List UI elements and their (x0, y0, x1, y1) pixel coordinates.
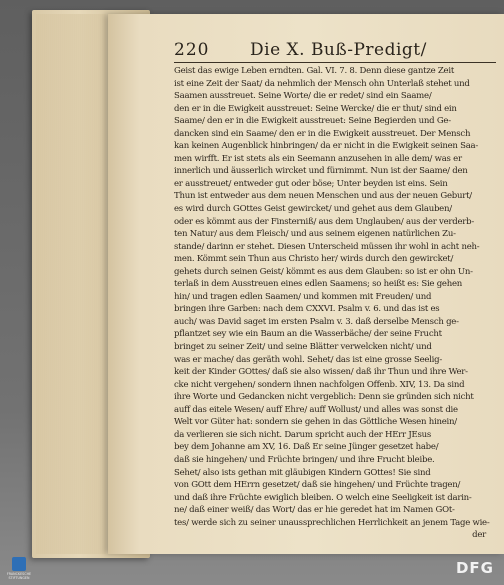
text-line: Saame/ den er in die Ewigkeit ausstreuet: Seine Begierden und Ge- (174, 116, 451, 127)
text-line: und daß ihre Früchte ewiglich bleiben. O welch eine Seeligkeit ist darin- (174, 492, 472, 503)
library-shield-icon (12, 557, 26, 571)
text-line: bey dem Johanne am XV, 16. Daß Er seine Jünger gesetzet habe/ (174, 442, 439, 453)
header-rule (174, 62, 496, 63)
text-line: bringet zu seiner Zeit/ und seine Blätter verwelcken nicht/ und (174, 342, 432, 353)
text-line: men. Kömmt sein Thun aus Christo her/ wirds durch den gewircket/ (174, 254, 454, 265)
text-line: er ausstreuet/ entweder gut oder böse; Unter beyden ist eins. Sein (174, 178, 448, 189)
text-line: hin/ und tragen edlen Saamen/ und kommen mit Freuden/ und (174, 291, 432, 302)
text-line: Thun ist entweder aus dem neuen Menschen und aus der neuen Geburt/ (174, 191, 472, 202)
body-text (174, 65, 496, 542)
text-line: Sehet/ also ists gethan mit gläubigen Kindern GOttes! Sie sind (174, 467, 431, 478)
text-line: tes/ werde sich zu seiner unaussprechlichen Herrlichkeit an jenem Tage wie- (174, 517, 490, 528)
page-edges (36, 14, 106, 554)
text-line: Geist das ewige Leben erndten. Gal. VI. 7. 8. Denn diese gantze Zeit (174, 66, 455, 76)
text-line: ne/ daß einer weiß/ das Wort/ das er hie geredet hat im Namen GOt- (174, 505, 455, 516)
text-line: ihre Worte und Gedancken nicht vergeblich: Denn sie gründen sich nicht (174, 392, 474, 403)
running-title: Die X. Buß-Predigt/ (250, 40, 427, 60)
text-line: Saamen ausstreuet. Seine Worte/ die er redet/ sind ein Saame/ (174, 91, 432, 102)
text-line: stande/ darinn er stehet. Diesen Unterscheid müssen ihr wohl in acht neh- (174, 241, 480, 252)
text-line: gehets durch seinen Geist/ kömmt es aus dem Glauben: so ist er ohn Un- (174, 266, 473, 277)
text-line: keit der Kinder GOttes/ daß sie also wissen/ daß ihr Thun und ihre Wer- (174, 367, 468, 378)
text-line: pflantzet sey wie ein Baum an die Wasserbäche/ der seine Frucht (174, 329, 442, 340)
library-name: FRANCKESCHE STIFTUNGEN (6, 572, 32, 580)
text-line: bringen ihre Garben: nach dem CXXVI. Psalm v. 6. und das ist es (174, 304, 440, 315)
text-line: was er mache/ das geräth wohl. Sehet/ das ist eine grosse Seelig- (174, 354, 443, 365)
text-line: es wird durch GOttes Geist gewircket/ und gehet aus dem Glauben/ (174, 204, 452, 215)
text-line: terlaß in dem Ausstreuen eines edlen Saamens; so heißt es: Sie gehen (174, 279, 463, 290)
text-line: auch/ was David saget im ersten Psalm v. 3. daß derselbe Mensch ge- (174, 316, 459, 327)
text-line: ist eine Zeit der Saat/ da nehmlich der Mensch ohn Unterlaß stehet und (174, 78, 470, 89)
page-header (170, 40, 496, 62)
text-line: ten Natur/ aus dem Fleisch/ und aus seinem eigenen natürlichen Zu- (174, 229, 456, 240)
text-line: men wirfft. Er ist stets als ein Seemann anzusehen in alle dem/ was er (174, 153, 462, 164)
text-line: innerlich und äusserlich wircket und fürnimmt. Nun ist der Saame/ den (174, 166, 468, 177)
text-line: cke nicht vergehen/ sondern ihnen nachfolgen Offenb. XIV, 13. Da sind (174, 379, 465, 390)
page-number: 220 (174, 40, 210, 60)
dfg-watermark: DFG (455, 559, 494, 577)
text-line: Welt vor Güter hat: sondern sie gehen in das Göttliche Wesen hinein/ (174, 417, 457, 428)
text-line: auff das eitele Wesen/ auff Ehre/ auff Wollust/ und alles was sonst die (174, 404, 458, 415)
text-line: daß sie hingehen/ und Früchte bringen/ und ihre Frucht bleibe. (174, 454, 435, 465)
text-line: von GOtt dem HErrn gesetzet/ daß sie hingehen/ und Früchte tragen/ (174, 480, 461, 491)
library-logo (4, 557, 34, 583)
text-line: da verlieren sie sich nicht. Darum spricht auch der HErr JEsus (174, 429, 432, 440)
text-line: den er in die Ewigkeit ausstreuet: Seine Wercke/ die er thut/ sind ein (174, 103, 457, 114)
text-line: kan keinen Augenblick hinbringen/ da er nicht in die Ewigkeit seinen Saa- (174, 141, 479, 152)
text-line: oder es kömmt aus der Finsterniß/ aus dem Unglauben/ aus der verderb- (174, 216, 474, 227)
catchword: der (472, 530, 486, 541)
text-line: dancken sind ein Saame/ den er in die Ewigkeit ausstreuet. Der Mensch (174, 128, 471, 139)
